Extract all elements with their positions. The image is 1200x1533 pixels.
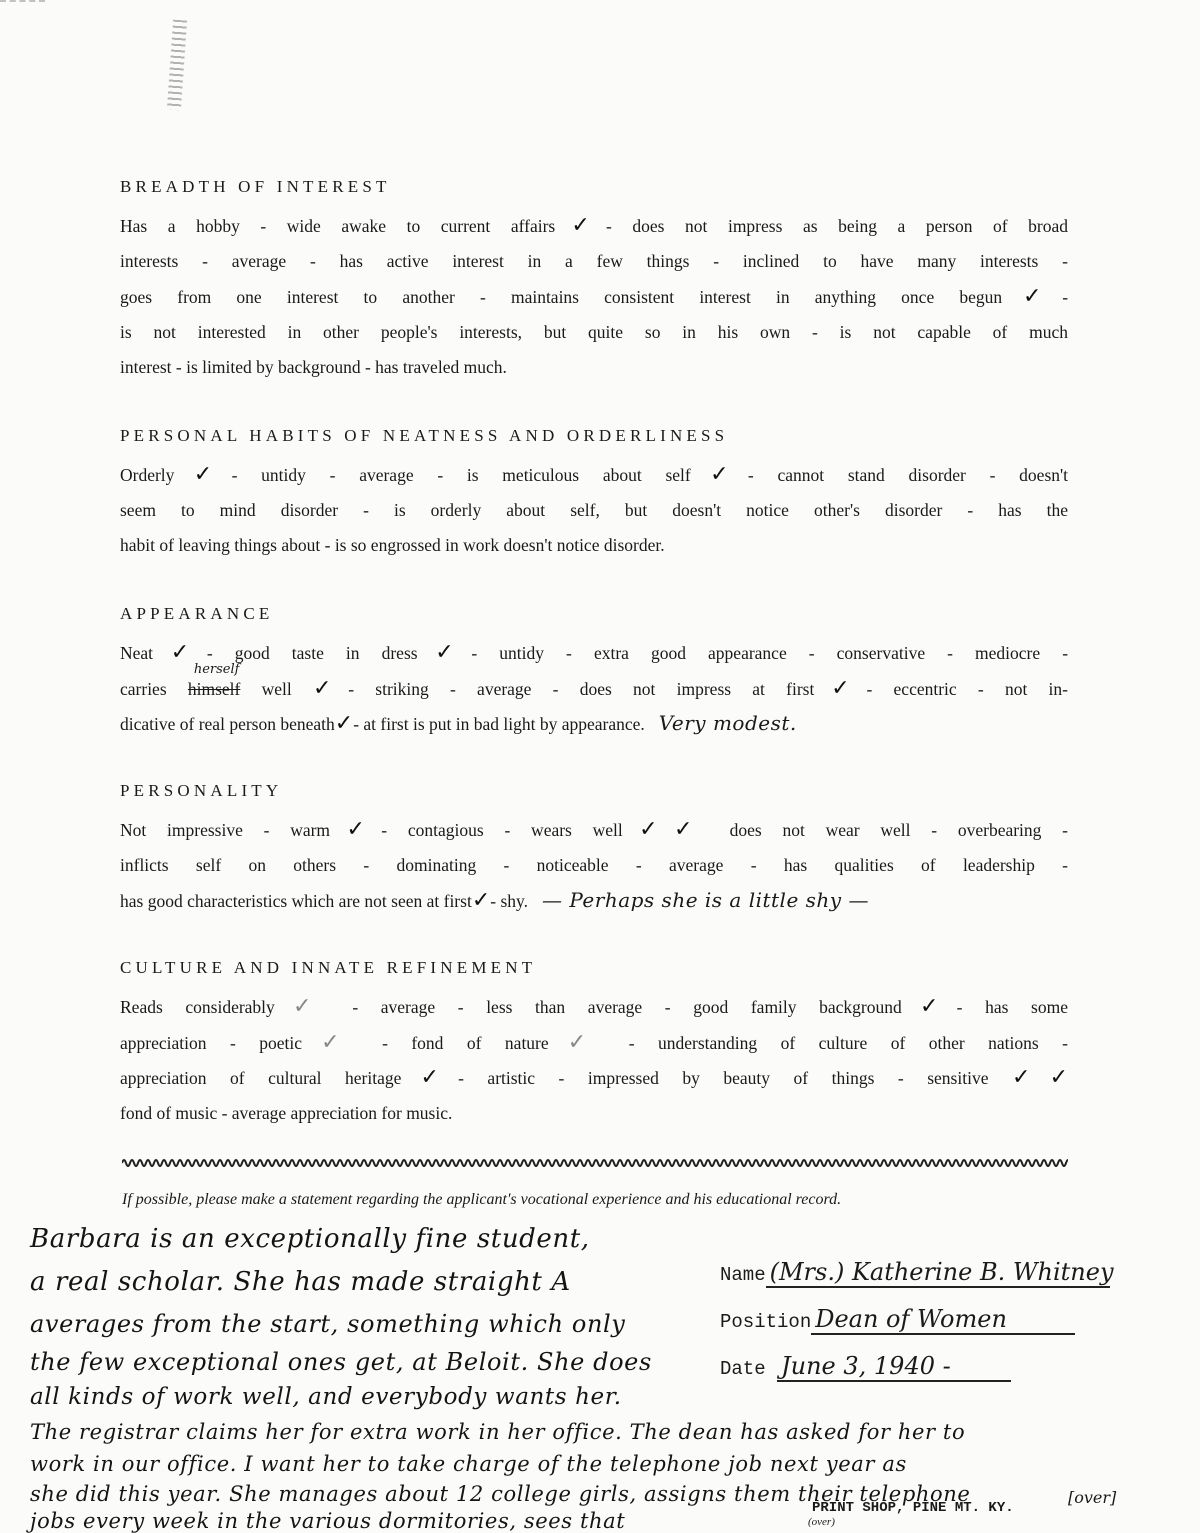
checklist-line: Not impressive - warm✓- contagious - wears well✓✓ does not wear well - overbearing - — [120, 817, 1069, 842]
check-mark-icon: ✓ — [1011, 1065, 1050, 1090]
check-mark-icon: ✓ — [174, 462, 232, 487]
check-mark-icon: ✓ — [901, 994, 957, 1019]
position-label: Position — [720, 1311, 812, 1333]
name-field — [720, 1258, 1114, 1288]
checklist-line: inflicts self on others - dominating - noticeable - average - has qualities of leadership - — [120, 854, 1068, 875]
handwritten-line: jobs every week in the various dormitories, sees that — [30, 1509, 626, 1533]
checklist-line: Reads considerably✓ - average - less than average - good family background✓- has some — [120, 994, 1068, 1019]
printer-imprint: PRINT SHOP, PINE MT. KY. — [812, 1500, 1014, 1516]
scan-edge-mark — [0, 0, 45, 6]
over-small-note: (over) — [808, 1516, 835, 1528]
check-mark-icon: ✓ — [274, 994, 330, 1019]
handwritten-note: Very modest. — [658, 711, 797, 735]
section-lines — [120, 812, 1068, 919]
handwritten-line: a real scholar. She has made straight A — [30, 1267, 571, 1297]
check-mark-icon: ✓ — [334, 711, 354, 736]
checklist-line: appreciation - poetic✓ - fond of nature✓ - understanding of culture of other nations - — [120, 1029, 1068, 1055]
check-mark-icon: ✓ — [690, 462, 748, 487]
checklist-line: Has a hobby - wide awake to current affairs✓- does not impress as being a person of broad — [120, 213, 1069, 238]
section-personal-habits — [120, 424, 1068, 564]
check-mark-icon: ✓ — [555, 213, 607, 238]
check-mark-icon: ✓ — [674, 817, 709, 842]
checklist-line: carries himself herself well ✓- striking - average - does not impress at first✓- eccentric - not in- — [120, 661, 1068, 701]
name-label: Name — [720, 1264, 766, 1286]
date-label: Date — [720, 1358, 766, 1380]
handwritten-correction: herself — [193, 661, 240, 677]
handwritten-line: averages from the start, something which only — [30, 1310, 626, 1338]
date-value: June 3, 1940 - — [777, 1352, 1011, 1382]
checklist-line: dicative of real person beneath✓- at first is put in bad light by appearance. Very modest. — [120, 711, 797, 736]
section-lines — [120, 989, 1068, 1131]
struck-word: himself herself — [187, 661, 241, 699]
checklist-line: interest - is limited by background - has traveled much. — [120, 357, 507, 377]
section-lines — [120, 208, 1068, 386]
checklist-line: habit of leaving things about - is so engrossed in work doesn't notice disorder. — [120, 535, 665, 555]
checklist-line: interests - average - has active interest in a few things - inclined to have many interests - — [120, 250, 1068, 271]
check-mark-icon: ✓ — [1002, 284, 1063, 309]
checklist-line: Neat✓- good taste in dress✓- untidy - extra good appearance - conservative - mediocre - — [120, 640, 1069, 665]
handwritten-note: — Perhaps she is a little shy — — [542, 888, 869, 912]
check-mark-icon: ✓ — [330, 817, 382, 842]
handwritten-line: she did this year. She manages about 12 college girls, assigns them their telephone — [30, 1482, 971, 1506]
handwritten-line: all kinds of work well, and everybody wants her. — [30, 1384, 622, 1410]
date-field — [720, 1352, 1011, 1382]
check-mark-icon: ✓ — [417, 640, 472, 665]
check-mark-icon: ✓ — [1049, 1065, 1068, 1090]
checklist-line: seem to mind disorder - is orderly about self, but doesn't notice other's disorder - has the — [120, 499, 1068, 520]
section-lines — [120, 457, 1068, 564]
position-field — [720, 1305, 1075, 1335]
checklist-line: goes from one interest to another - maintains consistent interest in anything once begun✓- — [120, 284, 1069, 309]
section-heading: BREADTH OF INTEREST — [120, 177, 391, 196]
handwritten-line: work in our office. I want her to take charge of the telephone job next year as — [30, 1452, 907, 1476]
handwritten-line: The registrar claims her for extra work in her office. The dean has asked for her to — [30, 1420, 966, 1444]
perforation-marks — [167, 20, 187, 111]
statement-prompt: If possible, please make a statement regarding the applicant's vocational experience and his educational record. — [122, 1191, 842, 1208]
section-breadth-of-interest — [120, 175, 1068, 386]
section-personality — [120, 779, 1068, 919]
check-mark-icon: ✓ — [814, 675, 867, 701]
check-mark-icon: ✓ — [153, 640, 207, 665]
section-lines — [120, 635, 1068, 742]
check-mark-icon: ✓ — [622, 817, 675, 842]
check-mark-icon: ✓ — [471, 888, 491, 913]
section-heading: APPEARANCE — [120, 604, 274, 623]
handwritten-line: the few exceptional ones get, at Beloit. She does — [30, 1348, 652, 1376]
name-value: (Mrs.) Katherine B. Whitney — [766, 1258, 1110, 1288]
section-heading: CULTURE AND INNATE REFINEMENT — [120, 958, 537, 977]
over-note: [over] — [1068, 1488, 1117, 1507]
check-mark-icon: ✓ — [548, 1029, 606, 1055]
checklist-line: is not interested in other people's interests, but quite so in his own - is not capable of much — [120, 321, 1068, 342]
wavy-divider — [122, 1156, 1068, 1170]
check-mark-icon: ✓ — [302, 1029, 359, 1055]
checklist-line: Orderly✓- untidy - average - is meticulous about self✓- cannot stand disorder - doesn't — [120, 462, 1069, 487]
checklist-line: has good characteristics which are not seen at first✓- shy. — Perhaps she is a little shy — — [120, 888, 869, 913]
section-heading: PERSONAL HABITS OF NEATNESS AND ORDERLINESS — [120, 426, 729, 445]
section-culture — [120, 956, 1068, 1131]
position-value: Dean of Women — [811, 1305, 1075, 1335]
checklist-line: appreciation of cultural heritage✓- artistic - impressed by beauty of things - sensitive ✓✓ — [120, 1065, 1068, 1090]
check-mark-icon: ✓ — [312, 675, 349, 701]
check-mark-icon: ✓ — [401, 1065, 459, 1090]
handwritten-line: Barbara is an exceptionally fine student, — [30, 1224, 590, 1254]
section-appearance — [120, 602, 1068, 742]
section-heading: PERSONALITY — [120, 781, 283, 800]
checklist-line: fond of music - average appreciation for music. — [120, 1102, 453, 1123]
